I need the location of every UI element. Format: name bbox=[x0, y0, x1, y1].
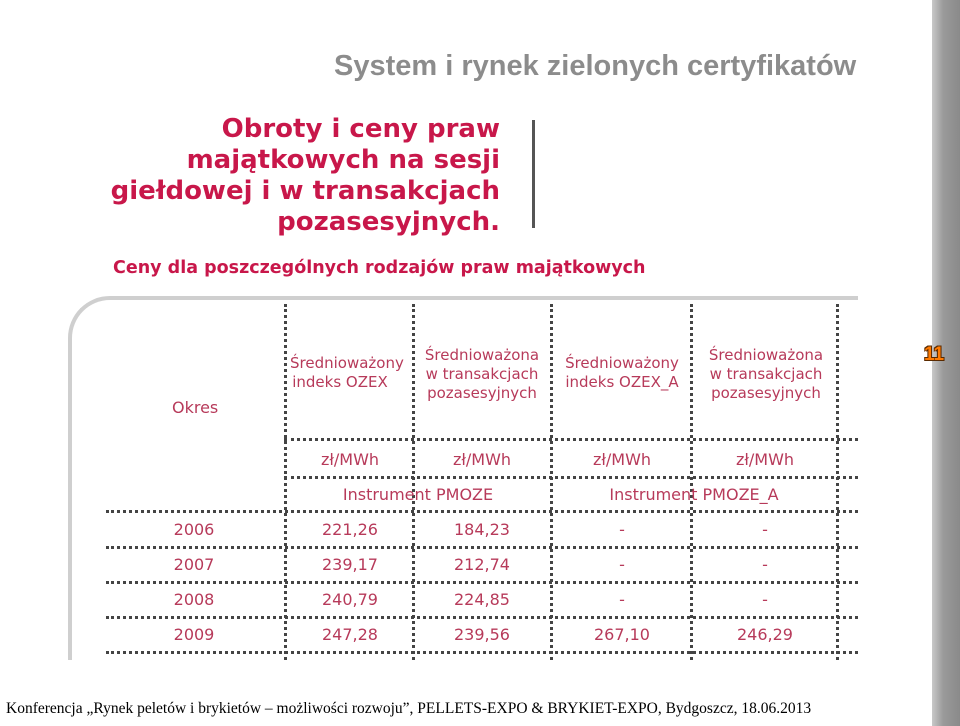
column-header-line: indeks OZEX_A bbox=[565, 373, 679, 391]
figure-heading-line: pozasesyjnych. bbox=[277, 207, 500, 237]
table-cell: 247,28 bbox=[322, 625, 378, 644]
figure-heading bbox=[111, 114, 500, 238]
column-header-line: Średnioważony bbox=[565, 354, 679, 372]
column-header-line: w transakcjach bbox=[425, 365, 539, 383]
column-header-otc-pmoze-a bbox=[702, 346, 830, 403]
table-cell: - bbox=[762, 520, 768, 539]
column-divider bbox=[284, 304, 287, 660]
scanned-table-figure bbox=[68, 108, 858, 660]
slide-number: 11 bbox=[924, 344, 945, 365]
figure-subheading: Ceny dla poszczególnych rodzajów praw majątkowych bbox=[113, 258, 646, 278]
table-row-year: 2008 bbox=[173, 590, 215, 609]
table-cell: 246,29 bbox=[737, 625, 793, 644]
row-divider bbox=[106, 581, 858, 584]
table-row-year: 2009 bbox=[173, 625, 215, 644]
column-header-otc-pmoze bbox=[418, 346, 546, 403]
table-cell: 224,85 bbox=[454, 590, 510, 609]
table-cell: - bbox=[762, 555, 768, 574]
column-header-line: pozasesyjnych bbox=[711, 384, 821, 402]
instrument-label: Instrument PMOZE_A bbox=[609, 485, 779, 504]
row-divider bbox=[106, 651, 858, 654]
table-cell: 212,74 bbox=[454, 555, 510, 574]
row-divider bbox=[106, 546, 858, 549]
slide-footer: Konferencja „Rynek peletów i brykietów – możliwości rozwoju”, PELLETS-EXPO & BRYKIET-EXPO, Bydgoszcz, 18.06.2013 bbox=[6, 700, 812, 717]
instrument-label: Instrument PMOZE bbox=[342, 485, 494, 504]
table-cell: 221,26 bbox=[322, 520, 378, 539]
column-header-line: Średnioważony bbox=[290, 354, 404, 372]
column-header-ozex-a bbox=[558, 354, 686, 392]
column-header-line: w transakcjach bbox=[709, 365, 823, 383]
unit-label: zł/MWh bbox=[735, 450, 795, 469]
figure-heading-line: Obroty i ceny praw bbox=[221, 114, 500, 144]
unit-label: zł/MWh bbox=[320, 450, 380, 469]
row-divider bbox=[284, 476, 858, 479]
column-header-ozex bbox=[290, 354, 404, 392]
table-cell: 240,79 bbox=[322, 590, 378, 609]
table-cell: 184,23 bbox=[454, 520, 510, 539]
row-divider bbox=[106, 510, 858, 513]
column-header-line: indeks OZEX bbox=[292, 373, 388, 391]
unit-label: zł/MWh bbox=[592, 450, 652, 469]
table-cell: - bbox=[619, 590, 625, 609]
table-cell: 239,56 bbox=[454, 625, 510, 644]
table-cell: - bbox=[619, 520, 625, 539]
column-header-line: pozasesyjnych bbox=[427, 384, 537, 402]
figure-heading-line: giełdowej i w transakcjach bbox=[110, 176, 500, 206]
row-divider bbox=[284, 438, 858, 441]
table-cell: - bbox=[762, 590, 768, 609]
figure-heading-line: majątkowych na sesji bbox=[186, 145, 500, 175]
column-header-line: Średnioważona bbox=[424, 346, 540, 364]
slide-title: System i rynek zielonych certyfikatów bbox=[334, 50, 857, 82]
column-divider bbox=[836, 304, 839, 660]
column-divider bbox=[550, 304, 553, 660]
row-divider bbox=[106, 616, 858, 619]
column-header-line: Średnioważona bbox=[708, 346, 824, 364]
period-header: Okres bbox=[172, 398, 219, 417]
table-cell: - bbox=[619, 555, 625, 574]
table-row-year: 2007 bbox=[173, 555, 215, 574]
table-cell: 267,10 bbox=[594, 625, 650, 644]
column-divider bbox=[412, 304, 415, 660]
table-cell: 239,17 bbox=[322, 555, 378, 574]
column-divider bbox=[690, 304, 693, 660]
unit-label: zł/MWh bbox=[452, 450, 512, 469]
table-row-year: 2006 bbox=[173, 520, 215, 539]
heading-divider bbox=[532, 120, 535, 228]
